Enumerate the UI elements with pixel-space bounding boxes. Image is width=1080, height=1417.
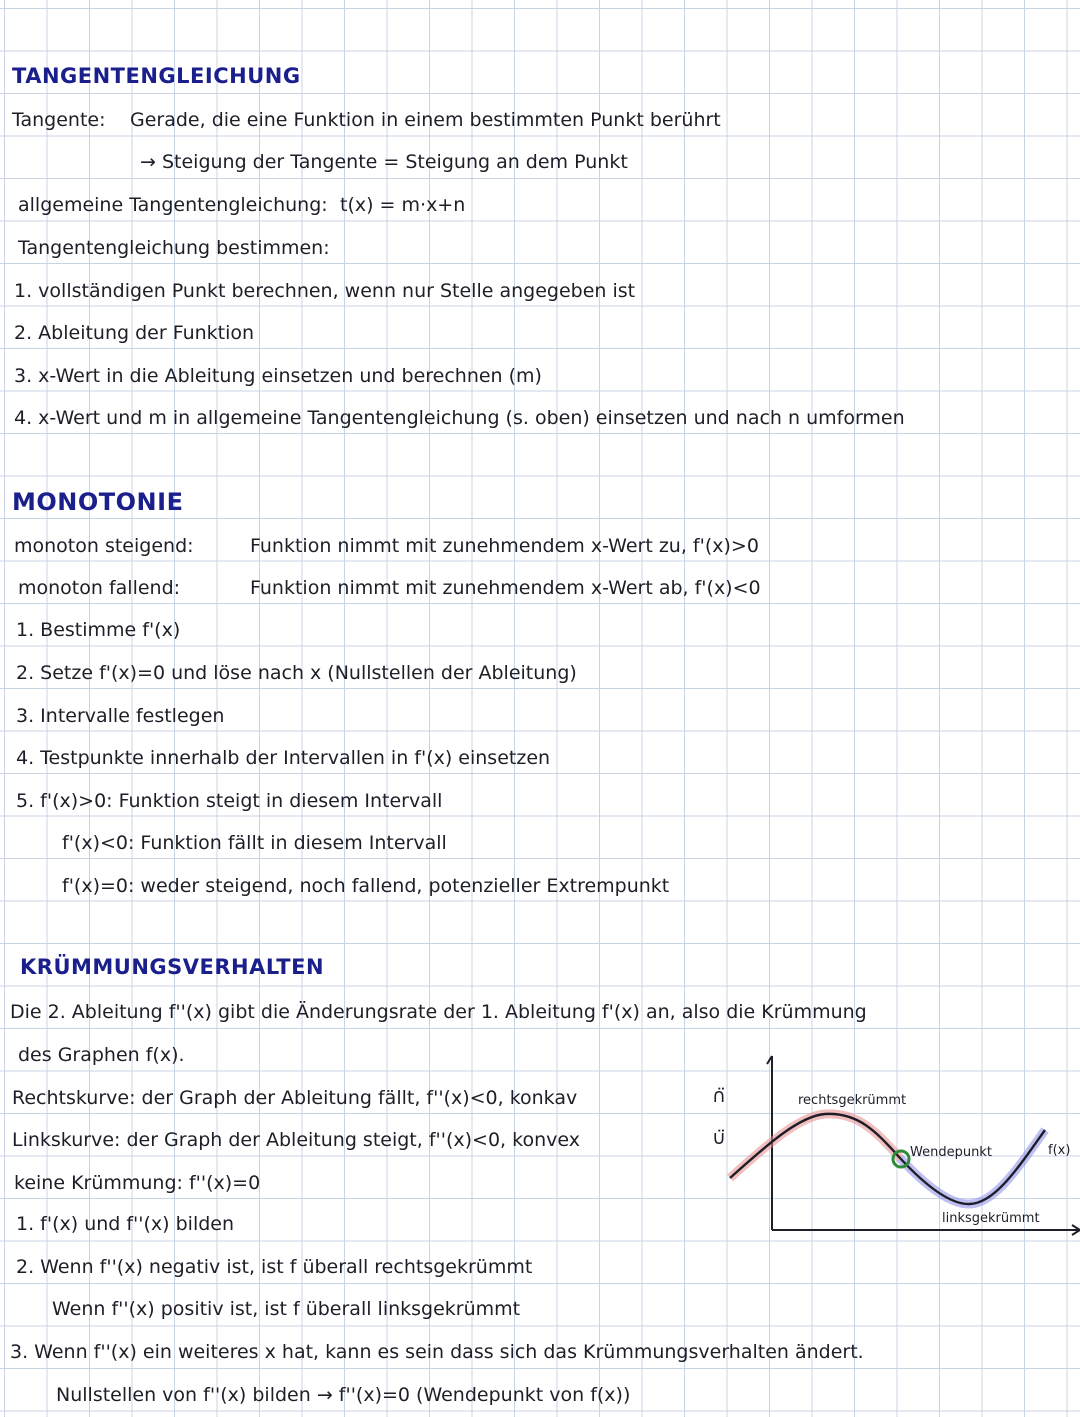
graph-label-convex: linksgekrümmt: [942, 1211, 1040, 1226]
monotonie-falling-term: monoton fallend:: [18, 577, 181, 599]
convex-symbol: ∪̈: [712, 1127, 726, 1149]
monotonie-case-falling: f'(x)<0: Funktion fällt in diesem Intervall: [62, 832, 447, 854]
kruemmung-no-curve: keine Krümmung: f''(x)=0: [14, 1172, 261, 1194]
tangent-step-4: 4. x-Wert und m in allgemeine Tangentengleichung (s. oben) einsetzen und nach n umformen: [14, 407, 905, 429]
graph-label-inflection: Wendepunkt: [910, 1145, 992, 1160]
convex-highlight: [900, 1130, 1045, 1204]
monotonie-rising-term: monoton steigend:: [14, 535, 194, 557]
function-curve: [730, 1114, 1045, 1204]
tangent-slope-note: → Steigung der Tangente = Steigung an dem Punkt: [140, 151, 628, 173]
tangent-step-1: 1. vollständigen Punkt berechnen, wenn nur Stelle angegeben ist: [14, 280, 636, 302]
tangent-general-label: allgemeine Tangentengleichung:: [18, 194, 328, 216]
tangent-step-3: 3. x-Wert in die Ableitung einsetzen und berechnen (m): [14, 365, 542, 387]
kruemmung-right-curve: Rechtskurve: der Graph der Ableitung fällt, f''(x)<0, konkav: [12, 1087, 578, 1109]
monotonie-rising-text: Funktion nimmt mit zunehmendem x-Wert zu, f'(x)>0: [250, 535, 759, 557]
tangent-definition-text: Gerade, die eine Funktion in einem bestimmten Punkt berührt: [130, 109, 721, 131]
monotonie-step-1: 1. Bestimme f'(x): [16, 619, 181, 641]
monotonie-case-zero: f'(x)=0: weder steigend, noch fallend, potenzieller Extrempunkt: [62, 875, 670, 897]
monotonie-step-5: 5. f'(x)>0: Funktion steigt in diesem Intervall: [16, 790, 443, 812]
tangent-step-2: 2. Ableitung der Funktion: [14, 322, 255, 344]
tangent-definition-term: Tangente:: [12, 109, 106, 131]
monotonie-step-2: 2. Setze f'(x)=0 und löse nach x (Nullstellen der Ableitung): [16, 662, 577, 684]
concave-symbol: ∩̈: [712, 1085, 726, 1107]
concave-highlight: [730, 1114, 900, 1178]
kruemmung-intro-line-2: des Graphen f(x).: [18, 1044, 185, 1066]
kruemmung-step-2b: Wenn f''(x) positiv ist, ist f überall linksgekrümmt: [52, 1298, 521, 1320]
monotonie-falling-text: Funktion nimmt mit zunehmendem x-Wert ab, f'(x)<0: [250, 577, 761, 599]
kruemmung-intro-line-1: Die 2. Ableitung f''(x) gibt die Änderungsrate der 1. Ableitung f'(x) an, also die Krümmung: [10, 1001, 867, 1023]
kruemmung-step-3b: Nullstellen von f''(x) bilden → f''(x)=0 (Wendepunkt von f(x)): [56, 1384, 631, 1406]
graph-label-function: f(x): [1048, 1143, 1071, 1158]
kruemmung-step-3: 3. Wenn f''(x) ein weiteres x hat, kann es sein dass sich das Krümmungsverhalten ändert.: [10, 1341, 864, 1363]
curvature-graph: [700, 1050, 1080, 1240]
graph-label-concave: rechtsgekrümmt: [798, 1093, 907, 1108]
kruemmung-step-1: 1. f'(x) und f''(x) bilden: [16, 1213, 235, 1235]
monotonie-heading: MONOTONIE: [12, 488, 184, 516]
monotonie-step-4: 4. Testpunkte innerhalb der Intervallen in f'(x) einsetzen: [16, 747, 551, 769]
tangent-general-formula: t(x) = m·x+n: [340, 194, 466, 216]
tangent-heading: TANGENTENGLEICHUNG: [12, 64, 301, 88]
monotonie-step-3: 3. Intervalle festlegen: [16, 705, 225, 727]
kruemmung-heading: KRÜMMUNGSVERHALTEN: [20, 955, 325, 979]
kruemmung-step-2: 2. Wenn f''(x) negativ ist, ist f überall rechtsgekrümmt: [16, 1256, 533, 1278]
tangent-steps-title: Tangentengleichung bestimmen:: [18, 237, 330, 259]
kruemmung-left-curve: Linkskurve: der Graph der Ableitung steigt, f''(x)<0, konvex: [12, 1129, 580, 1151]
